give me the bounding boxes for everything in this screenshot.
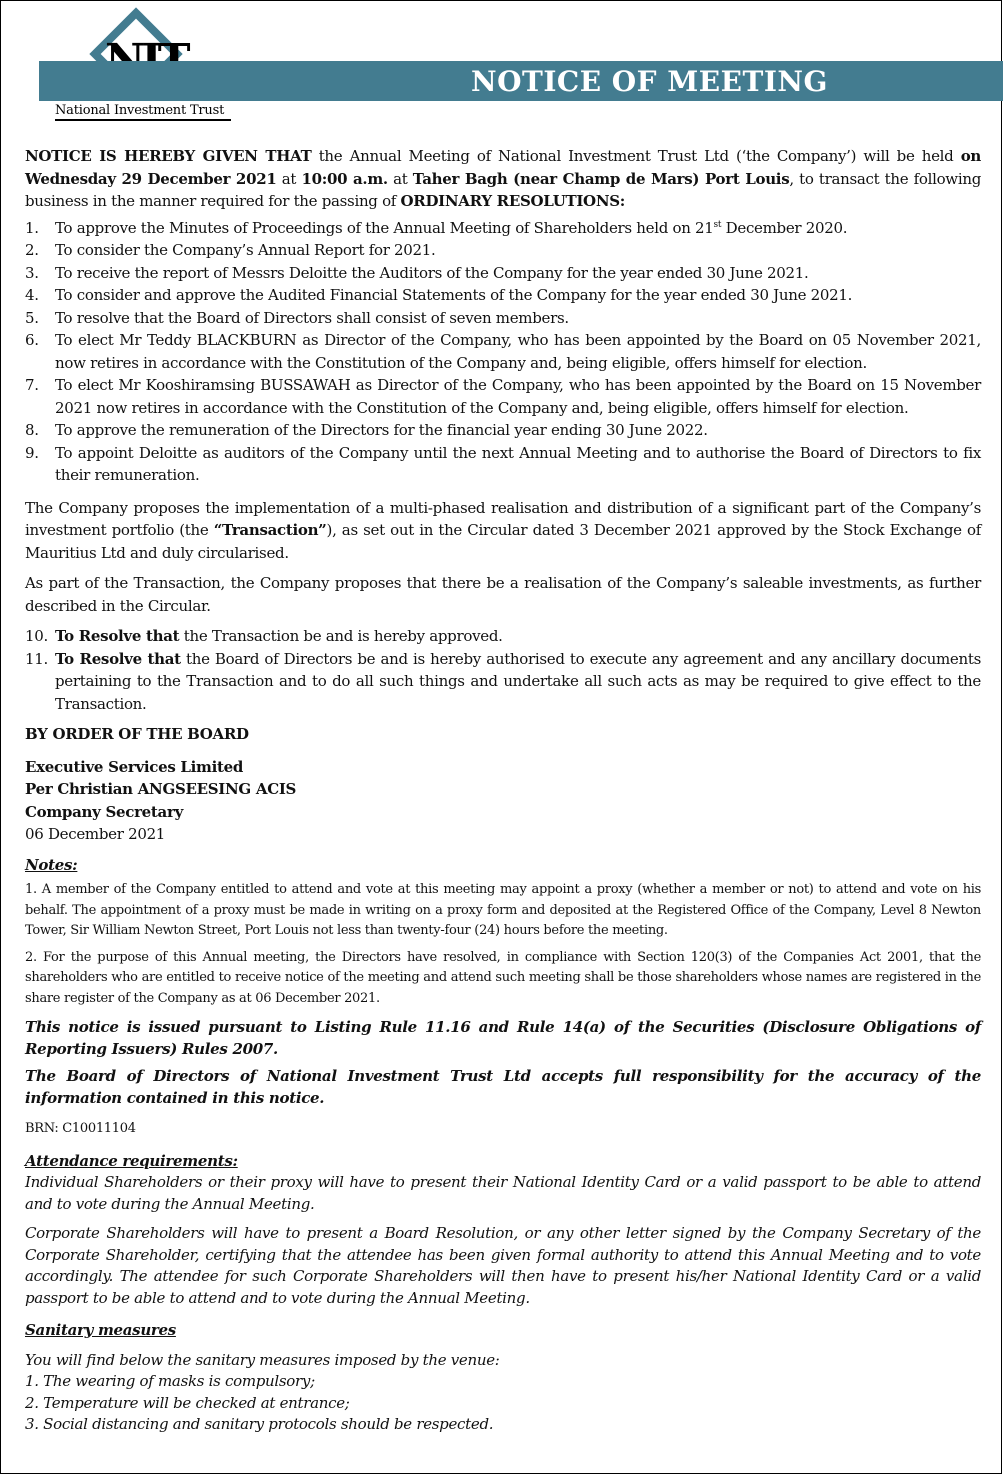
note-1: 1. A member of the Company entitled to attend and vote at this meeting may appoint a proxy (whether a member or not) to attend and vote on his behalf. The appointment of a proxy must be made in writing on a proxy form and deposited at the Registered Office of the Company, Level 8 Newton Tower, Sir William Newton Street, Port Louis not less than twenty-four (24) hours before the meeting. [25,882,981,938]
item-text-bold: To Resolve that [55,627,180,645]
item-number: 11. [25,649,48,668]
list-item [25,217,981,240]
sanitary-intro: You will find below the sanitary measures imposed by the venue: [25,1350,500,1369]
signature-block [25,756,981,846]
item-text-rest: the Transaction be and is hereby approved. [179,627,503,645]
intro-bold-3: 10:00 a.m. [301,169,388,188]
item-number: 9. [25,443,39,462]
list-item [25,284,981,307]
attendance-title: Attendance requirements: [25,1151,238,1170]
item-text-pre: To approve the Minutes of Proceedings of the Annual Meeting of Shareholders held on 21 [55,218,714,237]
list-item [25,625,981,648]
item-number: 6. [25,331,39,349]
transaction-paragraph [25,497,981,565]
intro-bold-1: NOTICE IS HEREBY GIVEN THAT [25,147,312,165]
item-text: To elect Mr Teddy BLACKBURN as Director of the Company, who has been appointed by the Board on 05 November 2021, now retires in accordance with the Constitution of the Company and, being eligible, offers himself for election. [55,331,981,372]
item-text: To approve the remuneration of the Directors for the financial year ending 30 June 2022. [55,421,708,439]
item-number: 10. [25,627,48,645]
item-text [55,625,981,648]
intro-text-1: the Annual Meeting of National Investment Trust Ltd (‘the Company’) will be held [311,147,961,165]
item-text [55,648,981,716]
secretary-person: Per Christian ANGSEESING ACIS [25,780,297,798]
list-item [25,262,981,285]
list-item [25,307,981,330]
item-text-bold: To Resolve that [55,649,181,668]
responsibility-statement: The Board of Directors of National Investment Trust Ltd accepts full responsibility for the accuracy of the information contained in this notice. [25,1067,981,1107]
intro-text-3: at [387,169,413,188]
page-title: NOTICE OF MEETING [471,65,828,98]
intro-text-4: , to transact the following business in the manner required for the passing of [25,169,981,210]
sanitary-item: 3. Social distancing and sanitary protocols should be respected. [25,1415,494,1433]
ordinary-resolutions-list [25,217,981,487]
item-number: 5. [25,308,39,327]
notice-content [25,145,981,1436]
sanitary-item: 1. The wearing of masks is compulsory; [25,1372,315,1390]
sanitary-title: Sanitary measures [25,1321,176,1339]
item-text [55,217,981,240]
transaction-text-pre: The Company proposes the implementation of a multi-phased realisation and distribution of a significant part of the Company’s investment portfolio (the [25,498,981,539]
notes-title: Notes: [25,855,78,874]
item-text: To appoint Deloitte as auditors of the Company until the next Annual Meeting and to authorise the Board of Directors to fix their remuneration. [55,443,981,484]
item-number: 2. [25,241,39,259]
special-resolutions-list [25,625,981,715]
item-number: 4. [25,286,39,304]
secretary-company: Executive Services Limited [25,757,244,776]
intro-paragraph [25,145,981,213]
list-item [25,239,981,262]
realisation-paragraph: As part of the Transaction, the Company proposes that there be a realisation of the Company’s saleable investments, as further described in the Circular. [25,574,981,615]
item-text-sup: st [713,219,722,230]
item-text: To consider the Company’s Annual Report for 2021. [55,241,436,259]
transaction-term: “Transaction” [213,521,327,539]
item-text: To consider and approve the Audited Financial Statements of the Company for the year ended 30 June 2021. [55,286,853,304]
list-item [25,329,981,374]
intro-text-2: at [276,169,302,188]
intro-bold-5: ORDINARY RESOLUTIONS: [400,192,626,210]
attendance-corporate: Corporate Shareholders will have to present a Board Resolution, or any other letter signed by the Company Secretary of the Corporate Shareholder, certifying that the attendee has been given formal authority to attend this Annual Meeting and to vote accordingly. The attendee for such Corporate Shareholders will then have to present his/her National Identity Card or a valid passport to be able to attend and to vote during the Annual Meeting. [25,1224,981,1307]
item-number: 7. [25,376,39,394]
list-item [25,419,981,442]
sanitary-item: 2. Temperature will be checked at entrance; [25,1393,350,1412]
item-number: 8. [25,421,39,439]
item-number: 1. [25,218,39,237]
item-number: 3. [25,263,39,282]
item-text-rest: the Board of Directors be and is hereby authorised to execute any agreement and any ancillary documents pertaining to the Transaction and to do all such things and undertake all such acts as may be required to give effect to the Transaction. [55,649,981,713]
secretary-role: Company Secretary [25,802,183,821]
logo-underline [55,119,231,121]
note-2: 2. For the purpose of this Annual meeting, the Directors have resolved, in compliance with Section 120(3) of the Companies Act 2001, that the shareholders who are entitled to receive notice of the meeting and attend such meeting shall be those shareholders whose names are registered in the share register of the Company as at 06 December 2021. [25,949,981,1006]
brn-number: BRN: C10011104 [25,1121,136,1136]
by-order-heading: BY ORDER OF THE BOARD [25,725,249,743]
logo-name: National Investment Trust [55,103,225,118]
notice-date: 06 December 2021 [25,825,166,843]
item-text-post: December 2020. [721,218,848,237]
attendance-individual: Individual Shareholders or their proxy will have to present their National Identity Card or a valid passport to be able to attend and to vote during the Annual Meeting. [25,1173,981,1213]
intro-bold-2: on Wednesday 29 December 2021 [25,147,981,188]
list-item [25,648,981,716]
item-text: To elect Mr Kooshiramsing BUSSAWAH as Director of the Company, who has been appointed by the Board on 15 November 2021 now retires in accordance with the Constitution of the Company and, being eligible, offers himself for election. [55,376,981,417]
list-item [25,374,981,419]
item-text: To resolve that the Board of Directors shall consist of seven members. [55,308,569,327]
transaction-text-post: ), as set out in the Circular dated 3 December 2021 approved by the Stock Exchange of Mauritius Ltd and duly circularised. [25,521,981,562]
list-item [25,442,981,487]
intro-bold-4: Taher Bagh (near Champ de Mars) Port Louis [412,169,790,188]
item-text: To receive the report of Messrs Deloitte the Auditors of the Company for the year ended 30 June 2021. [55,263,809,282]
listing-rule-statement: This notice is issued pursuant to Listing Rule 11.16 and Rule 14(a) of the Securities (Disclosure Obligations of Reporting Issuers) Rules 2007. [25,1018,981,1058]
